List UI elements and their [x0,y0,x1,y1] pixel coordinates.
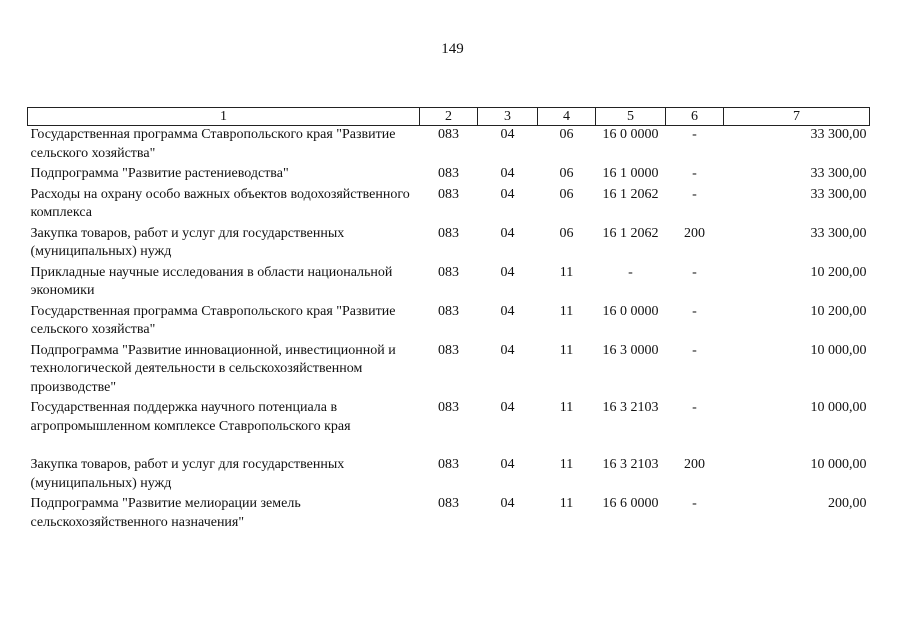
row-ministry-code: 083 [438,186,459,202]
row-target-code: 16 0 0000 [602,127,659,142]
row-expense-type: - [692,496,697,511]
row-target-code: 16 0 0000 [602,303,659,319]
page-number: 149 [441,41,464,57]
row-section-code: 04 [500,186,515,202]
row-amount: 33 300,00 [810,186,867,202]
table-row [28,495,870,534]
row-section-code: 04 [500,225,515,241]
table-row [28,186,870,225]
header-col-6: 6 [666,108,724,126]
row-target-code: 16 1 2062 [602,186,659,202]
row-target-code: 16 3 0000 [602,342,659,358]
row-amount: 33 300,00 [810,166,867,181]
table-row [28,165,870,186]
row-expense-type: 200 [684,457,705,472]
row-name: Прикладные научные исследования в области национальной экономики [30,264,393,298]
row-subsection-code: 11 [559,303,574,319]
row-section-code: 04 [500,127,515,142]
row-subsection-code: 11 [559,400,574,415]
budget-table [27,107,870,534]
row-amount: 10 200,00 [810,264,867,280]
row-expense-type: - [692,303,697,319]
row-name: Государственная программа Ставропольского края "Развитие сельского хозяйства" [30,127,396,161]
row-amount: 10 200,00 [810,303,867,319]
row-target-code: 16 3 2103 [602,400,659,415]
row-subsection-code: 11 [559,457,574,472]
row-amount: 10 000,00 [810,342,867,358]
row-ministry-code: 083 [438,457,459,472]
row-subsection-code: 06 [559,166,574,181]
table-row [28,303,870,342]
row-ministry-code: 083 [438,264,459,280]
row-subsection-code: 11 [559,342,574,358]
row-section-code: 04 [500,400,515,415]
row-ministry-code: 083 [438,225,459,241]
row-section-code: 04 [500,264,515,280]
row-name: Расходы на охрану особо важных объектов водохозяйственного комплекса [30,186,410,220]
row-target-code: - [628,264,633,280]
table-row [28,225,870,264]
header-col-7: 7 [724,108,870,126]
header-col-2: 2 [420,108,478,126]
row-name: Государственная программа Ставропольского края "Развитие сельского хозяйства" [30,303,396,337]
row-name: Закупка товаров, работ и услуг для государственных (муниципальных) нужд [30,225,345,259]
row-subsection-code: 11 [559,496,574,511]
row-expense-type: - [692,400,697,415]
row-amount: 10 000,00 [810,400,867,415]
row-name: Подпрограмма "Развитие мелиорации земель сельскохозяйственного назначения" [30,496,301,530]
row-section-code: 04 [500,166,515,181]
row-name: Государственная поддержка научного потенциала в агропромышленном комплексе Ставропольского края [30,400,351,434]
row-target-code: 16 1 2062 [602,225,659,241]
header-col-3: 3 [478,108,538,126]
row-target-code: 16 6 0000 [602,496,659,511]
row-subsection-code: 06 [559,186,574,202]
row-name: Подпрограмма "Развитие инновационной, инвестиционной и технологической деятельности в сельскохозяйственном производстве" [30,342,396,395]
row-ministry-code: 083 [438,400,459,415]
row-amount: 33 300,00 [810,225,867,241]
row-ministry-code: 083 [438,166,459,181]
row-section-code: 04 [500,457,515,472]
row-amount: 33 300,00 [810,127,867,142]
row-section-code: 04 [500,496,515,511]
header-row [28,108,870,126]
table-row [28,456,870,495]
row-expense-type: - [692,186,697,202]
table-row [28,399,870,456]
row-name: Подпрограмма "Развитие растениеводства" [30,166,289,181]
row-expense-type: - [692,127,697,142]
row-target-code: 16 3 2103 [602,457,659,472]
row-section-code: 04 [500,303,515,319]
row-expense-type: - [692,342,697,358]
row-name: Закупка товаров, работ и услуг для государственных (муниципальных) нужд [30,457,345,491]
row-expense-type: - [692,264,697,280]
table-row [28,342,870,400]
row-ministry-code: 083 [438,303,459,319]
row-ministry-code: 083 [438,127,459,142]
row-ministry-code: 083 [438,342,459,358]
row-ministry-code: 083 [438,496,459,511]
row-subsection-code: 11 [559,264,574,280]
row-subsection-code: 06 [559,127,574,142]
table-header [28,108,870,126]
row-amount: 200,00 [828,496,867,511]
table-row [28,126,870,166]
table-row [28,264,870,303]
row-target-code: 16 1 0000 [602,166,659,181]
row-amount: 10 000,00 [810,457,867,472]
row-section-code: 04 [500,342,515,358]
row-expense-type: - [692,166,697,181]
header-col-4: 4 [538,108,596,126]
table-body [28,126,870,535]
header-col-1: 1 [28,108,420,126]
row-expense-type: 200 [684,225,705,241]
header-col-5: 5 [596,108,666,126]
row-subsection-code: 06 [559,225,574,241]
